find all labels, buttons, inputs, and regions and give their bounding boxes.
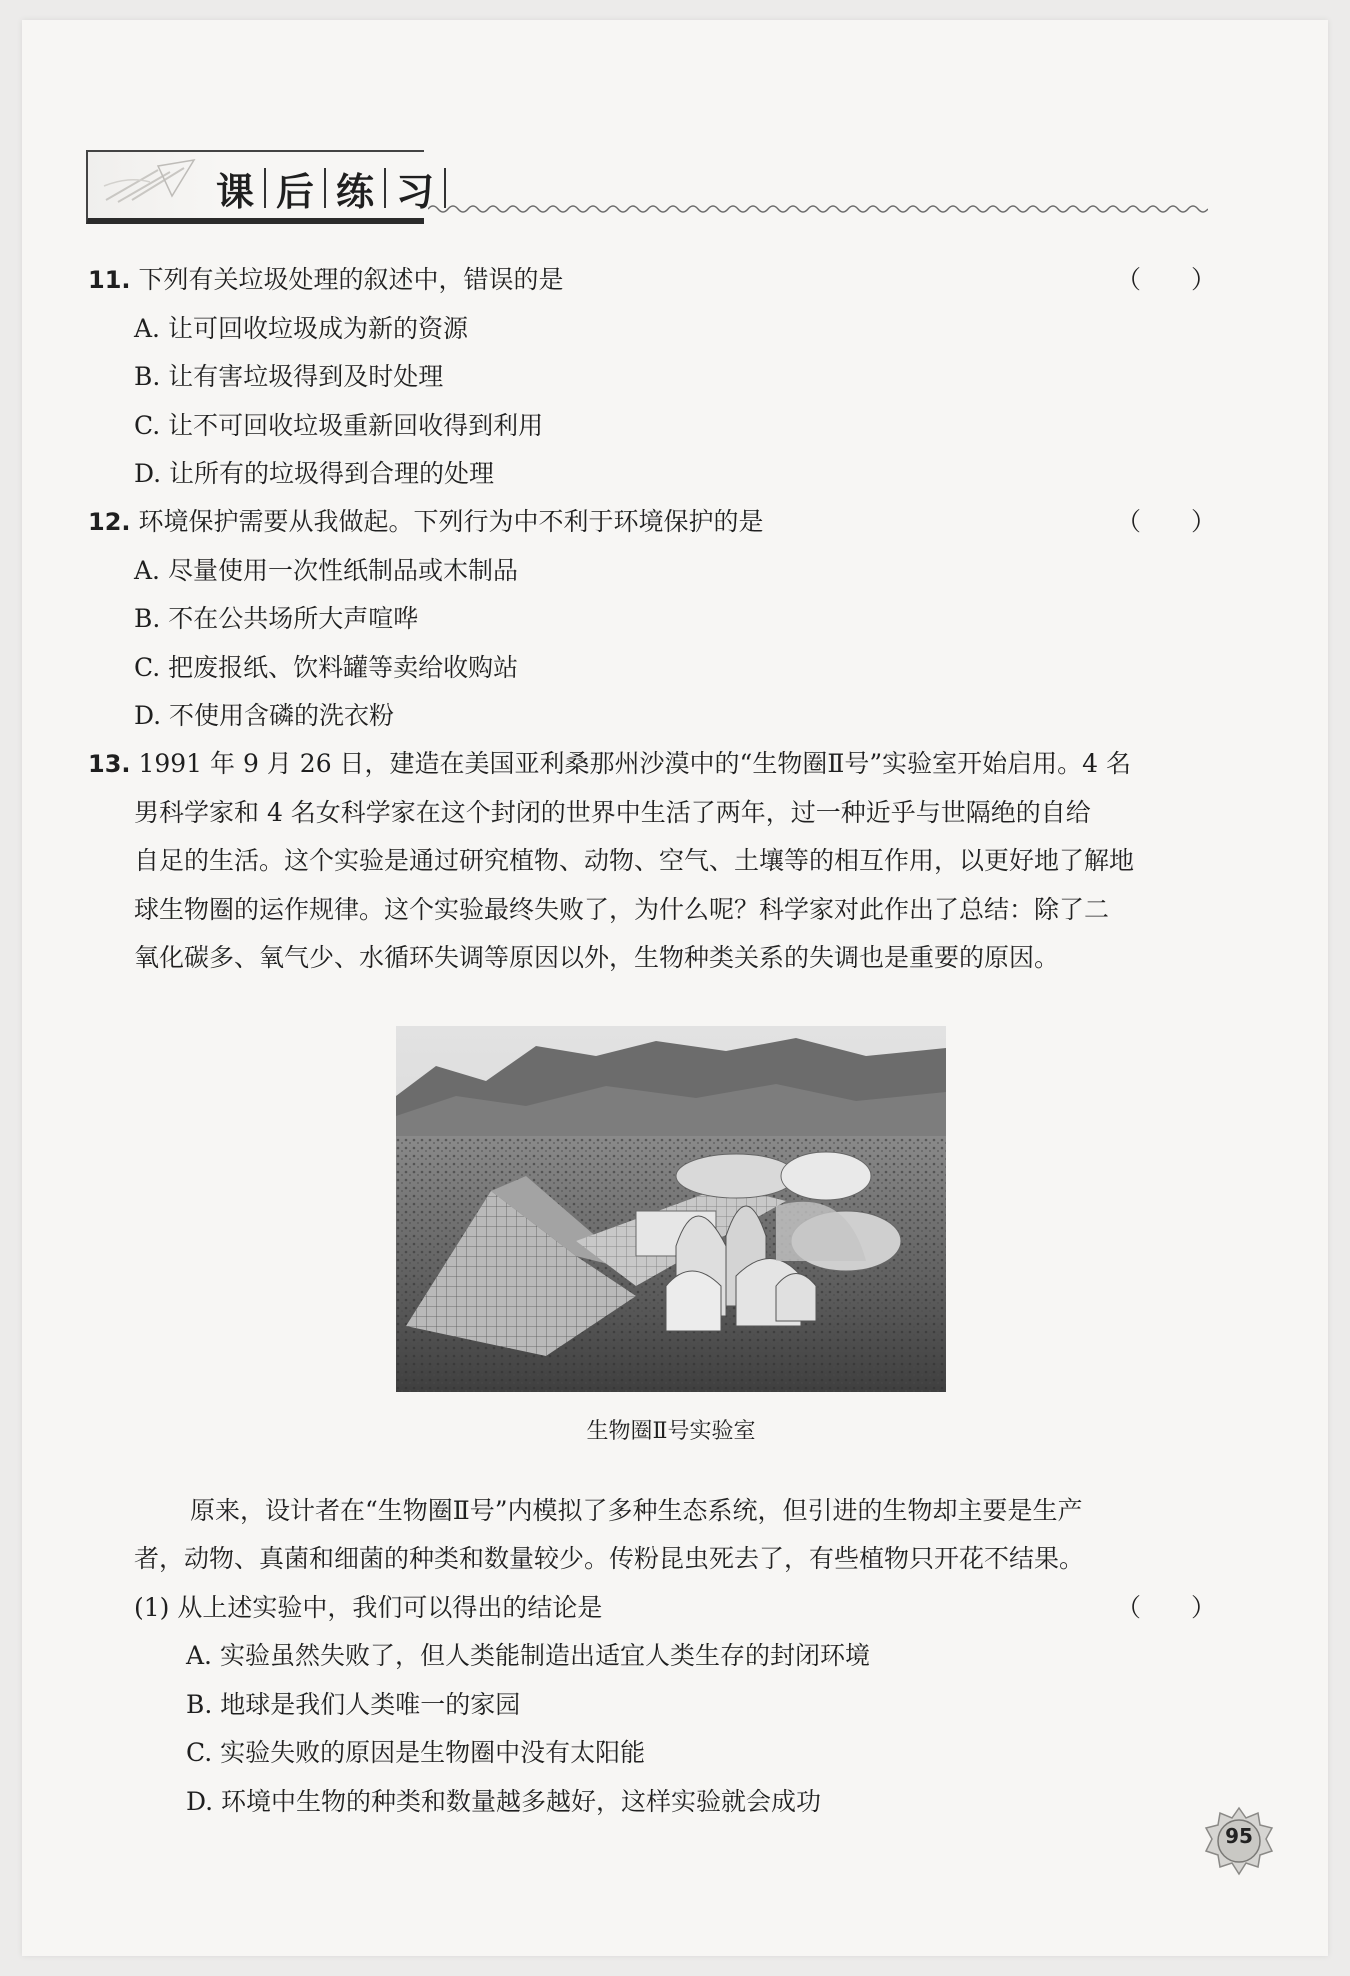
photo-caption: 生物圈Ⅱ号实验室 bbox=[586, 1419, 756, 1444]
q13-line-3: 自足的生活。这个实验是通过研究植物、动物、空气、土壤等的相互作用，以更好地了解地 bbox=[134, 846, 1135, 875]
q12-answer-bracket: （ ） bbox=[1116, 507, 1217, 536]
q13-sub1-option-a: A. 实验虽然失败了，但人类能制造出适宜人类生存的封闭环境 bbox=[186, 1641, 870, 1670]
q11-option-d: D. 让所有的垃圾得到合理的处理 bbox=[134, 459, 495, 488]
header-char-1: 课 bbox=[216, 169, 255, 214]
q13-sub1-stem: (1) 从上述实验中，我们可以得出的结论是 bbox=[134, 1593, 603, 1622]
q13-sub1-option-d: D. 环境中生物的种类和数量越多越好，这样实验就会成功 bbox=[186, 1787, 822, 1816]
q13-para2-line-2: 者，动物、真菌和细菌的种类和数量较少。传粉昆虫死去了，有些植物只开花不结果。 bbox=[134, 1544, 1085, 1573]
q12-number: 12. bbox=[88, 508, 131, 536]
q11-option-a: A. 让可回收垃圾成为新的资源 bbox=[134, 314, 468, 343]
q13-number: 13. bbox=[88, 750, 131, 778]
q13-line-4: 球生物圈的运作规律。这个实验最终失败了，为什么呢？科学家对此作出了总结：除了二 bbox=[134, 895, 1110, 924]
q13-sub1-option-c: C. 实验失败的原因是生物圈中没有太阳能 bbox=[186, 1738, 646, 1767]
biosphere-photo bbox=[396, 1026, 946, 1392]
header-title bbox=[206, 160, 446, 216]
q12-option-b: B. 不在公共场所大声喧哗 bbox=[134, 604, 419, 633]
q11-option-b: B. 让有害垃圾得到及时处理 bbox=[134, 362, 444, 391]
wavy-rule bbox=[428, 202, 1208, 216]
q13-line-2: 男科学家和 4 名女科学家在这个封闭的世界中生活了两年，过一种近乎与世隔绝的自给 bbox=[134, 798, 1091, 827]
q13-text-1: 1991 年 9 月 26 日，建造在美国亚利桑那州沙漠中的“生物圈Ⅱ号”实验室开始启用。4 名 bbox=[138, 749, 1131, 778]
header-char-3: 练 bbox=[336, 169, 375, 214]
q11-option-c: C. 让不可回收垃圾重新回收得到利用 bbox=[134, 411, 544, 440]
header-char-4: 习 bbox=[396, 169, 435, 214]
q13-sub1-option-b: B. 地球是我们人类唯一的家园 bbox=[186, 1690, 521, 1719]
q12-stem-line bbox=[88, 498, 763, 546]
page-number: 95 bbox=[1225, 1824, 1253, 1848]
q13-sub1-answer-bracket: （ ） bbox=[1116, 1593, 1217, 1622]
q11-number: 11. bbox=[88, 266, 131, 294]
q11-stem-line bbox=[88, 256, 563, 304]
q12-option-a: A. 尽量使用一次性纸制品或木制品 bbox=[134, 556, 518, 585]
q12-stem: 环境保护需要从我做起。下列行为中不利于环境保护的是 bbox=[138, 507, 764, 536]
q13-line-5: 氧化碳多、氧气少、水循环失调等原因以外，生物种类关系的失调也是重要的原因。 bbox=[134, 943, 1060, 972]
q11-answer-bracket: （ ） bbox=[1116, 265, 1217, 294]
section-header bbox=[86, 150, 1206, 228]
header-tab bbox=[86, 150, 435, 224]
q13-para2-line-1: 原来，设计者在“生物圈Ⅱ号”内模拟了多种生态系统，但引进的生物却主要是生产 bbox=[190, 1496, 1083, 1525]
q13-line-1 bbox=[88, 740, 1131, 788]
q11-stem: 下列有关垃圾处理的叙述中，错误的是 bbox=[138, 265, 564, 294]
q12-option-c: C. 把废报纸、饮料罐等卖给收购站 bbox=[134, 653, 519, 682]
header-char-2: 后 bbox=[276, 169, 315, 214]
q12-option-d: D. 不使用含磷的洗衣粉 bbox=[134, 701, 395, 730]
pen-sketch-icon bbox=[98, 156, 208, 212]
